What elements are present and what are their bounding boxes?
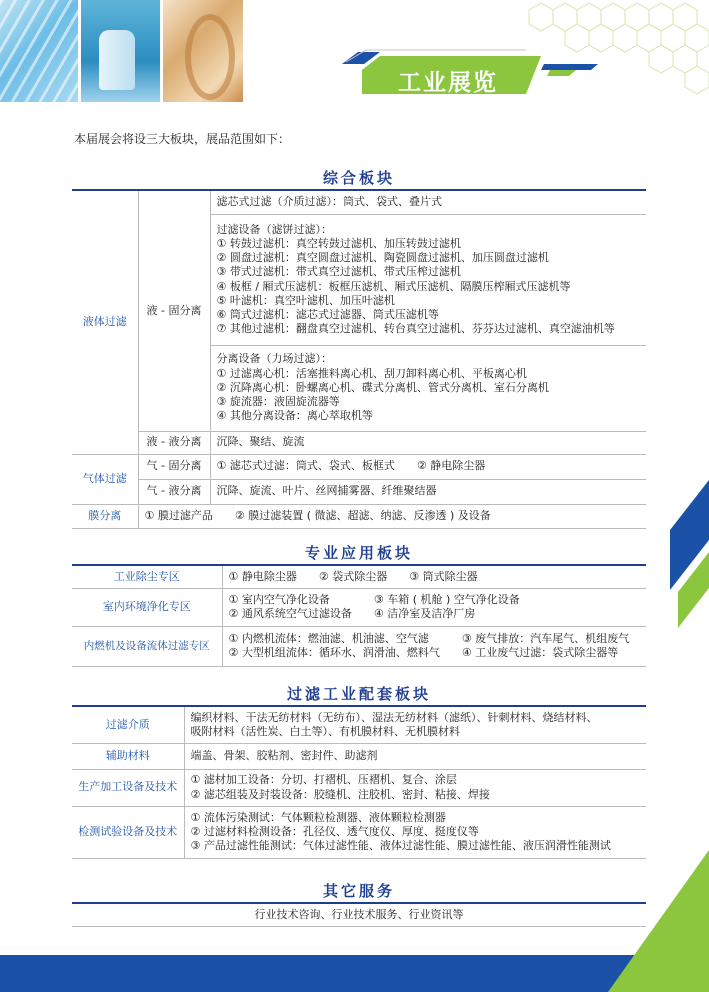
separation-equipment-block: 分离设备（力场过滤）： ① 过滤离心机：活塞推料离心机、刮刀卸料离心机、平板离心机 ② 沉降离心机：卧螺离心机、碟式分离机、管式分离机、室石分离机 ③ 旋流器：液固旋流器等 ④ 其他分离设备：离心萃取机等 (210, 345, 646, 431)
filter-element-photo (163, 0, 243, 102)
subcategory-liquid-solid: 液 - 固分离 (138, 191, 210, 431)
membrane-items: ① 膜过滤产品 ② 膜过滤装置 ( 微滤、超滤、纳滤、反渗透 ) 及设备 (138, 504, 646, 528)
subcategory-gas-liquid: 气 - 液分离 (138, 479, 210, 504)
table-row: 工业除尘专区 ① 静电除尘器 ② 袋式除尘器 ③ 筒式除尘器 (72, 566, 646, 588)
supporting-table (72, 707, 646, 859)
intro-text: 本届展会将设三大板块，展品范围如下： (74, 132, 291, 146)
table-row: 生产加工设备及技术 ① 滤材加工设备：分切、打褶机、压褶机、复合、涂层 ② 滤芯组装及封装设备：胶缝机、注胶机、密封、粘接、焊接 (72, 769, 646, 806)
category-liquid: 液体过滤 (72, 191, 138, 454)
section-title-supporting: 过滤工业配套板块 (286, 685, 431, 703)
table-row: 内燃机及设备流体过滤专区 ① 内燃机流体：燃油滤、机油滤、空气滤 ③ 废气排放：汽车尾气、机组废气 ② 大型机组流体：循环水、润滑油、燃料气 ④ 工业废气过滤：袋式除尘器等 (72, 626, 646, 666)
subcategory-liquid-liquid: 液 - 液分离 (138, 431, 210, 454)
category-membrane: 膜分离 (72, 504, 138, 528)
general-section-table (72, 191, 646, 529)
media-filtration-block: 滤芯式过滤（介质过滤）：筒式、袋式、叠片式 (210, 191, 646, 214)
liquid-liquid-items: 沉降、聚结、旋流 (210, 431, 646, 454)
dust-collector-photo (81, 0, 160, 102)
table-row: 室内环境净化专区 ① 室内空气净化设备 ③ 车箱 ( 机舱 ) 空气净化设备 ② 通风系统空气过滤设备 ④ 洁净室及洁净厂房 (72, 588, 646, 626)
subcategory-gas-solid: 气 - 固分离 (138, 454, 210, 479)
cake-filtration-block: 过滤设备（滤饼过滤）： ① 转鼓过滤机：真空转鼓过滤机、加压转鼓过滤机 ② 圆盘过滤机：真空圆盘过滤机、陶瓷圆盘过滤机、加压圆盘过滤机 ③ 带式过滤机：带式真空过滤机、带式压榨过滤机 ④ 板框 / 厢式压滤机：板框压滤机、厢式压滤机、隔膜压榨厢式压滤机等 ⑤ 叶滤机：真空叶滤机、加压叶滤机 ⑥ 筒式过滤机：滤芯式过滤器、筒式压滤机等 ⑦ 其他过滤机：翻盘真空过滤机、转台真空过滤机、芬芬达过滤机、真空滤油机等 (210, 214, 646, 345)
services-table (72, 904, 646, 927)
table-row: 辅助材料 端盖、骨架、胶粘剂、密封件、助滤剂 (72, 743, 646, 769)
page-title: 工业展览 (398, 70, 498, 96)
section-title-applications: 专业应用板块 (304, 544, 413, 562)
services-text: 行业技术咨询、行业技术服务、行业资讯等 (72, 904, 646, 926)
corner-stripe-decoration (590, 850, 709, 992)
table-row: 检测试验设备及技术 ① 流体污染测试：气体颗粒检测器、液体颗粒检测器 ② 过滤材料检测设备：孔径仪、透气度仪、厚度、挺度仪等 ③ 产品过滤性能测试：气体过滤性能、液体过滤性能、膜过滤性能、液压润滑性能测试 (72, 806, 646, 858)
section-title-general: 综合板块 (322, 169, 395, 187)
applications-table (72, 566, 646, 667)
gas-liquid-items: 沉降、旋流、叶片、丝网捕雾器、纤维聚结器 (210, 479, 646, 504)
filter-cloth-photo (0, 0, 78, 102)
category-gas: 气体过滤 (72, 454, 138, 504)
right-stripe-decoration (660, 470, 709, 670)
gas-solid-items: ① 滤芯式过滤：筒式、袋式、板框式 ② 静电除尘器 (210, 454, 646, 479)
section-title-services: 其它服务 (322, 882, 395, 900)
table-row: 过滤介质 编织材料、干法无纺材料（无纺布）、湿法无纺材料（滤纸）、针刺材料、烧结材料、 吸附材料（活性炭、白土等）、有机膜材料、无机膜材料 (72, 707, 646, 743)
